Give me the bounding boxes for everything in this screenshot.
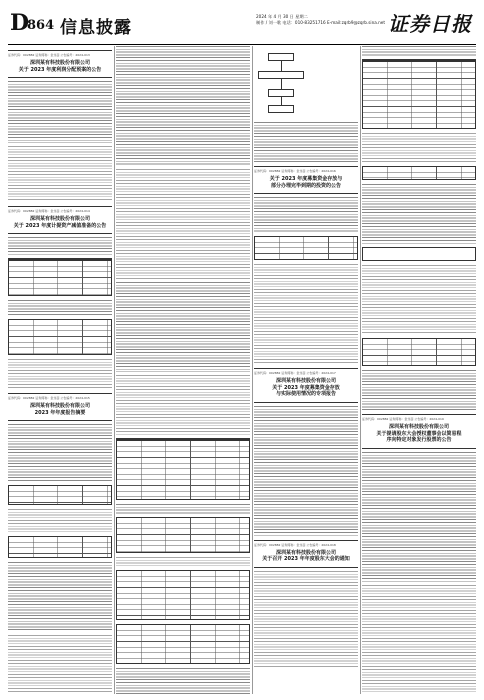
notice-title xyxy=(362,424,476,444)
notice-body-text xyxy=(254,122,358,162)
notice-body-text xyxy=(254,406,358,536)
notice-body-text xyxy=(8,359,112,389)
masthead-rule xyxy=(8,44,476,45)
notice-code: 证券代码：002882 证券简称：金龙羽 公告编号：2024-014 xyxy=(8,209,90,213)
notice-body-text xyxy=(362,46,476,56)
notice-code: 证券代码：002882 证券简称：金龙羽 公告编号：2024-013 xyxy=(8,53,90,57)
notice-title-text: 关于 2023 年度计提资产减值准备的公告 xyxy=(13,222,107,229)
notice-title xyxy=(254,378,358,398)
company-name: 深圳某有科技股份有限公司 xyxy=(29,60,90,66)
diagram-node xyxy=(268,105,294,113)
notice-body-text xyxy=(362,585,476,695)
data-table xyxy=(8,258,112,296)
notice-body-text xyxy=(116,668,250,694)
notice-body-text xyxy=(8,237,112,255)
data-table xyxy=(116,570,250,620)
notice-body-text xyxy=(254,571,358,667)
data-table xyxy=(362,338,476,366)
company-name: 深圳某有科技股份有限公司 xyxy=(388,424,449,430)
notice-header xyxy=(254,540,358,568)
notice-body-text xyxy=(8,300,112,316)
structure-diagram xyxy=(254,49,358,119)
masthead xyxy=(8,8,476,44)
data-table xyxy=(362,166,476,180)
notice-title-text: 关于 2023 年度募集资金存放与 xyxy=(269,176,343,182)
column-divider xyxy=(360,46,361,694)
diagram-connector xyxy=(281,61,282,71)
notice-body-text xyxy=(362,265,476,335)
data-table xyxy=(116,624,250,664)
notice-title-text: 关于 2023 年度利润分配预案的公告 xyxy=(18,66,102,73)
notice-body-text xyxy=(8,424,112,482)
notice-title-text: 关于召开 2023 年年度股东大会的通知 xyxy=(262,556,350,562)
newspaper-logo: 证券日报 xyxy=(388,12,472,36)
section-title: 信息披露 xyxy=(60,18,132,38)
notice-code: 证券代码：002882 证券简称：金龙羽 公告编号：2024-017 xyxy=(254,371,336,375)
notice-body-text xyxy=(8,562,112,632)
masthead-date: 2024 年 4 月 30 日 星期二 xyxy=(256,14,308,19)
notice-title xyxy=(8,60,112,73)
diagram-connector xyxy=(281,79,282,89)
notice-body-text xyxy=(116,375,250,435)
company-name: 深圳某有科技股份有限公司 xyxy=(275,378,336,384)
company-name: 深圳某有科技股份有限公司 xyxy=(29,216,90,222)
notice-header xyxy=(254,368,358,403)
notice-header xyxy=(8,50,112,78)
notice-title xyxy=(8,403,112,416)
masthead-meta xyxy=(256,14,385,26)
notice-code: 证券代码：002882 证券简称：金龙羽 公告编号：2024-016 xyxy=(254,169,336,173)
notice-body-text xyxy=(8,146,112,202)
notice-header xyxy=(8,206,112,234)
page-number: 864 xyxy=(27,18,55,33)
notice-body-text xyxy=(362,452,476,582)
section-letter: D xyxy=(10,10,30,36)
company-name: 深圳某有科技股份有限公司 xyxy=(29,403,90,409)
notice-title-text: 与实际使用情况的专项报告 xyxy=(275,391,336,397)
notice-body-text xyxy=(116,282,250,372)
notice-body-text xyxy=(362,184,476,244)
column-divider xyxy=(114,46,115,694)
notice-body-text xyxy=(8,635,112,694)
data-table xyxy=(8,319,112,355)
notice-code: 证券代码：002882 证券简称：金龙羽 公告编号：2024-015 xyxy=(8,396,90,400)
notice-header xyxy=(362,414,476,449)
diagram-node xyxy=(268,89,294,97)
column-divider xyxy=(252,46,253,694)
notice-title xyxy=(254,550,358,563)
masthead-contact: 制作 / 刘一歌 电话：010-83251716 E-mail:zqrb9@zqrb.sina.net xyxy=(256,20,386,25)
notice-header xyxy=(8,393,112,421)
notice-body-text xyxy=(116,557,250,567)
column-3 xyxy=(254,46,358,694)
data-table xyxy=(116,438,250,500)
notice-title xyxy=(254,176,358,189)
notice-title-text: 关于提请股东大会授权董事会以简易程 xyxy=(376,430,462,437)
notice-code: 证券代码：002882 证券简称：金龙羽 公告编号：2024-018 xyxy=(254,542,336,547)
notice-body-text xyxy=(8,509,112,533)
notice-title-text: 部分办理完毕到期的投资的公告 xyxy=(270,182,341,189)
diagram-connector xyxy=(281,97,282,105)
notice-body-text xyxy=(254,264,358,364)
column-4 xyxy=(362,46,476,694)
notice-body-text xyxy=(254,197,358,233)
column-2 xyxy=(116,46,250,694)
notice-title-text: 2023 年年度报告摘要 xyxy=(34,409,86,416)
data-table xyxy=(8,485,112,505)
info-box xyxy=(362,247,476,261)
data-table xyxy=(254,236,358,260)
notice-code: 证券代码：002882 证券简称：金龙羽 公告编号：2024-019 xyxy=(362,417,444,421)
data-table xyxy=(362,59,476,129)
notice-header xyxy=(254,166,358,194)
diagram-node xyxy=(258,71,304,79)
notice-body-text xyxy=(8,81,112,143)
notice-body-text xyxy=(116,504,250,514)
notice-title-text: 序向特定对象发行股票的公告 xyxy=(386,437,452,443)
notice-body-text xyxy=(116,46,250,166)
company-name: 深圳某有科技股份有限公司 xyxy=(275,549,336,556)
notice-body-text xyxy=(362,133,476,163)
data-table xyxy=(8,536,112,558)
notice-title xyxy=(8,216,112,229)
data-table xyxy=(116,517,250,553)
notice-body-text xyxy=(362,370,476,410)
diagram-node xyxy=(268,53,294,61)
notice-title-text: 关于 2023 年度募集资金存放 xyxy=(272,384,340,391)
notice-body-text xyxy=(116,169,250,279)
column-1 xyxy=(8,46,112,694)
